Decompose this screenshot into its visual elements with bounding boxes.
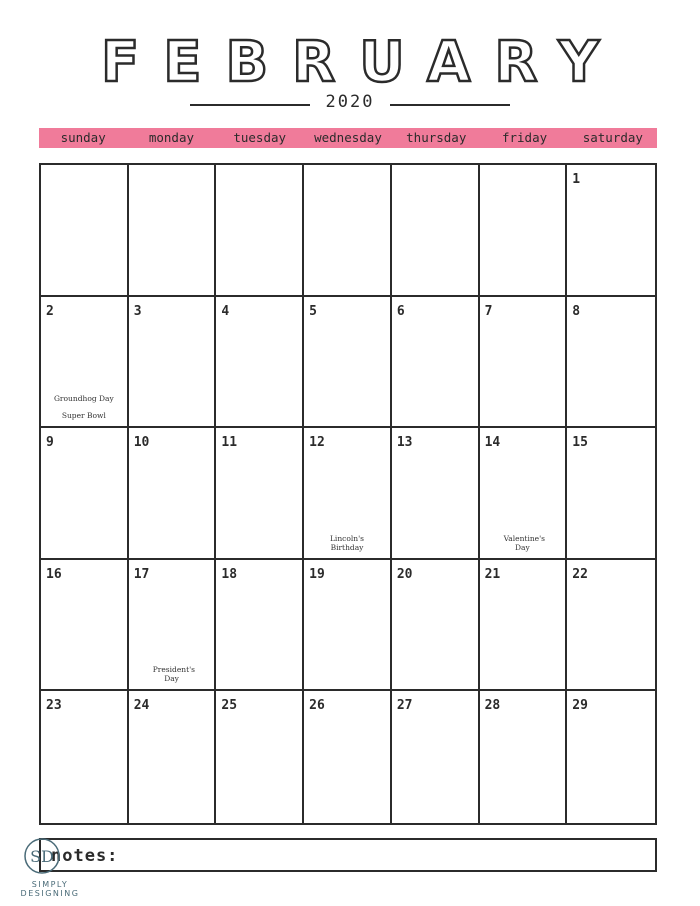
year-row bbox=[190, 92, 510, 116]
empty-day-cell bbox=[41, 165, 129, 297]
day-cell-29[interactable] bbox=[567, 691, 655, 823]
weekday-friday: friday bbox=[501, 130, 548, 145]
empty-day-cell bbox=[304, 165, 392, 297]
year-label: 2020 bbox=[325, 92, 375, 112]
weekday-saturday: saturday bbox=[582, 130, 643, 145]
weekday-header-bar bbox=[39, 128, 657, 148]
day-events bbox=[129, 665, 215, 683]
day-number: 21 bbox=[484, 566, 501, 582]
day-number: 4 bbox=[221, 303, 230, 319]
day-number: 15 bbox=[572, 435, 588, 451]
day-number: 25 bbox=[221, 698, 238, 714]
day-number: 2 bbox=[46, 303, 54, 319]
day-cell-10[interactable] bbox=[129, 428, 217, 560]
day-events bbox=[41, 394, 127, 420]
notes-box[interactable] bbox=[39, 838, 657, 872]
day-cell-12[interactable] bbox=[304, 428, 392, 560]
day-cell-19[interactable] bbox=[304, 560, 392, 692]
weekday-wednesday: wednesday bbox=[314, 130, 382, 145]
weekday-tuesday: tuesday bbox=[233, 130, 287, 145]
day-number: 18 bbox=[221, 566, 238, 582]
day-cell-2[interactable] bbox=[41, 297, 129, 429]
calendar-grid bbox=[39, 163, 657, 825]
day-number: 1 bbox=[572, 172, 581, 187]
day-cell-4[interactable] bbox=[216, 297, 304, 429]
year-rule-left bbox=[190, 104, 310, 106]
event-label: President's Day bbox=[152, 665, 196, 684]
day-cell-13[interactable] bbox=[392, 428, 480, 560]
day-cell-8[interactable] bbox=[567, 297, 655, 429]
day-number: 23 bbox=[46, 698, 62, 714]
day-cell-15[interactable] bbox=[567, 428, 655, 560]
day-cell-25[interactable] bbox=[216, 691, 304, 823]
event-label: Valentine's Day bbox=[503, 533, 546, 552]
day-cell-16[interactable] bbox=[41, 560, 129, 692]
day-cell-14[interactable] bbox=[480, 428, 568, 560]
day-number: 11 bbox=[221, 435, 238, 451]
day-cell-18[interactable] bbox=[216, 560, 304, 692]
day-number: 10 bbox=[133, 435, 150, 451]
day-number: 28 bbox=[484, 698, 501, 714]
day-number: 27 bbox=[396, 698, 413, 714]
weekday-sunday: sunday bbox=[60, 130, 106, 145]
day-cell-17[interactable] bbox=[129, 560, 217, 692]
day-cell-6[interactable] bbox=[392, 297, 480, 429]
day-cell-5[interactable] bbox=[304, 297, 392, 429]
logo-line-2: DESIGNING bbox=[20, 889, 80, 898]
brand-logo bbox=[20, 836, 80, 902]
day-number: 26 bbox=[309, 698, 325, 714]
logo-text bbox=[20, 880, 80, 898]
empty-day-cell bbox=[480, 165, 568, 297]
day-number: 19 bbox=[309, 566, 325, 582]
day-number: 8 bbox=[572, 303, 581, 319]
logo-line-1: SIMPLY bbox=[31, 880, 69, 889]
day-events bbox=[304, 534, 390, 552]
day-cell-21[interactable] bbox=[480, 560, 568, 692]
day-cell-24[interactable] bbox=[129, 691, 217, 823]
day-number: 20 bbox=[396, 566, 413, 582]
empty-day-cell bbox=[216, 165, 304, 297]
day-number: 24 bbox=[133, 698, 150, 714]
svg-text:SD: SD bbox=[30, 847, 54, 866]
day-number: 6 bbox=[396, 303, 405, 319]
day-number: 7 bbox=[484, 303, 493, 319]
day-number: 3 bbox=[133, 303, 142, 319]
event-label: Groundhog Day bbox=[53, 394, 114, 404]
year-rule-right bbox=[390, 104, 510, 106]
empty-day-cell bbox=[129, 165, 217, 297]
day-cell-23[interactable] bbox=[41, 691, 129, 823]
day-number: 5 bbox=[309, 303, 317, 319]
day-number: 13 bbox=[396, 435, 413, 451]
weekday-monday: monday bbox=[148, 130, 194, 145]
event-label: Super Bowl bbox=[61, 411, 106, 421]
weekday-thursday: thursday bbox=[406, 130, 467, 145]
day-cell-22[interactable] bbox=[567, 560, 655, 692]
day-cell-27[interactable] bbox=[392, 691, 480, 823]
day-cell-20[interactable] bbox=[392, 560, 480, 692]
day-number: 17 bbox=[133, 566, 150, 582]
day-events bbox=[480, 534, 566, 552]
day-cell-3[interactable] bbox=[129, 297, 217, 429]
day-cell-9[interactable] bbox=[41, 428, 129, 560]
day-cell-1[interactable] bbox=[567, 165, 655, 297]
day-cell-11[interactable] bbox=[216, 428, 304, 560]
day-number: 29 bbox=[572, 698, 588, 714]
notes-label: notes: bbox=[51, 846, 119, 866]
event-label: Lincoln's Birthday bbox=[329, 533, 365, 552]
day-cell-26[interactable] bbox=[304, 691, 392, 823]
day-number: 9 bbox=[46, 435, 54, 451]
logo-mark-icon bbox=[22, 836, 62, 876]
day-cell-7[interactable] bbox=[480, 297, 568, 429]
day-number: 14 bbox=[484, 435, 501, 451]
month-title: FEBRUARY bbox=[100, 30, 623, 95]
empty-day-cell bbox=[392, 165, 480, 297]
day-cell-28[interactable] bbox=[480, 691, 568, 823]
day-number: 12 bbox=[309, 435, 325, 451]
day-number: 16 bbox=[46, 566, 62, 582]
day-number: 22 bbox=[572, 566, 588, 582]
